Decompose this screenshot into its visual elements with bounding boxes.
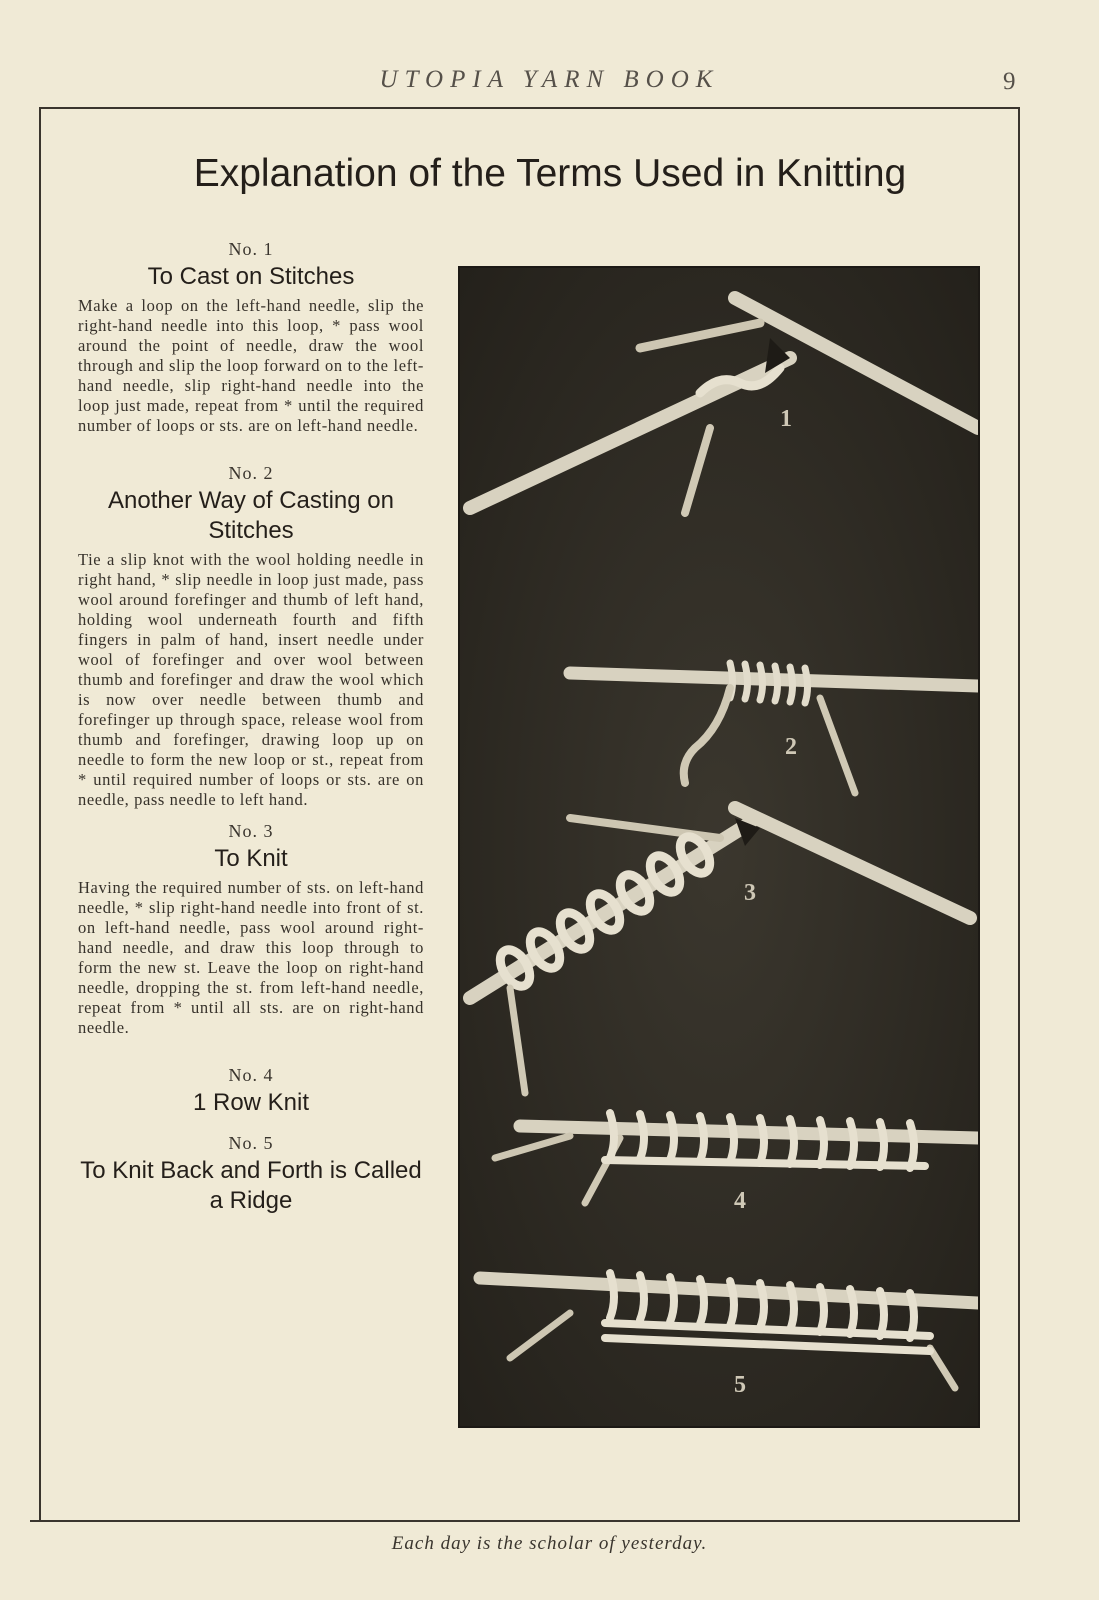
- page-title: Explanation of the Terms Used in Knitting: [193, 152, 907, 195]
- step-label-2: 2: [785, 734, 797, 760]
- section-number: No. 2: [228, 463, 274, 483]
- instructions-column: [78, 238, 424, 1220]
- section-cast-on: [78, 238, 424, 436]
- section-number: No. 5: [228, 1133, 274, 1153]
- section-row-knit: [78, 1064, 424, 1118]
- section-body: Tie a slip knot with the wool holding needle in right hand, * slip needle in loop just made, pass wool around forefinger and thumb of left hand, holding wool underneath fourth and fifth fingers in palm of hand, insert needle under wool of forefinger and over wool between thumb and forefinger and draw the wool which is now over needle between thumb and forefinger up through space, release wool from thumb and forefinger, drawing loop up on needle to form the new loop or st., repeat from * until required number of loops or sts. are on needle, pass needle to left hand.: [78, 550, 424, 809]
- step-label-4: 4: [734, 1188, 746, 1214]
- section-number: No. 1: [228, 239, 274, 259]
- section-title: 1 Row Knit: [192, 1089, 310, 1116]
- step-label-3: 3: [744, 880, 756, 906]
- running-head: UTOPIA YARN BOOK: [379, 66, 720, 93]
- section-title: To Cast on Stitches: [147, 263, 355, 290]
- section-number: No. 4: [228, 1065, 274, 1085]
- knitting-steps-photo: [458, 266, 980, 1428]
- section-number: No. 3: [228, 821, 274, 841]
- section-another-cast-on: [78, 462, 424, 810]
- section-body: Having the required number of sts. on left-hand needle, * slip right-hand needle into front of st. on left-hand needle, pass wool around right-hand needle, and draw this loop through to form the new st. Leave the loop on right-hand needle, dropping the st. from left-hand needle, repeat from * until all sts. are on right-hand needle.: [78, 878, 424, 1037]
- page-frame-bottom-rule: [30, 1520, 1018, 1522]
- section-body: Make a loop on the left-hand needle, slip the right-hand needle into this loop, * pass wool around the point of needle, draw the wool through and slip the loop forward on to the left-hand needle, slip right-hand needle into the loop just made, repeat from * until the required number of loops or sts. are on left-hand needle.: [78, 296, 424, 435]
- step-label-1: 1: [780, 406, 792, 432]
- section-title: To Knit Back and Forth is Called a Ridge: [80, 1157, 422, 1214]
- section-title: Another Way of Casting on Stitches: [108, 487, 394, 544]
- page-number: 9: [1003, 68, 1016, 95]
- knitting-illustration: [460, 268, 978, 1426]
- section-ridge: [78, 1132, 424, 1216]
- section-to-knit: [78, 820, 424, 1038]
- step-label-5: 5: [734, 1372, 746, 1398]
- footer-motto: Each day is the scholar of yesterday.: [391, 1533, 708, 1554]
- section-title: To Knit: [214, 845, 288, 872]
